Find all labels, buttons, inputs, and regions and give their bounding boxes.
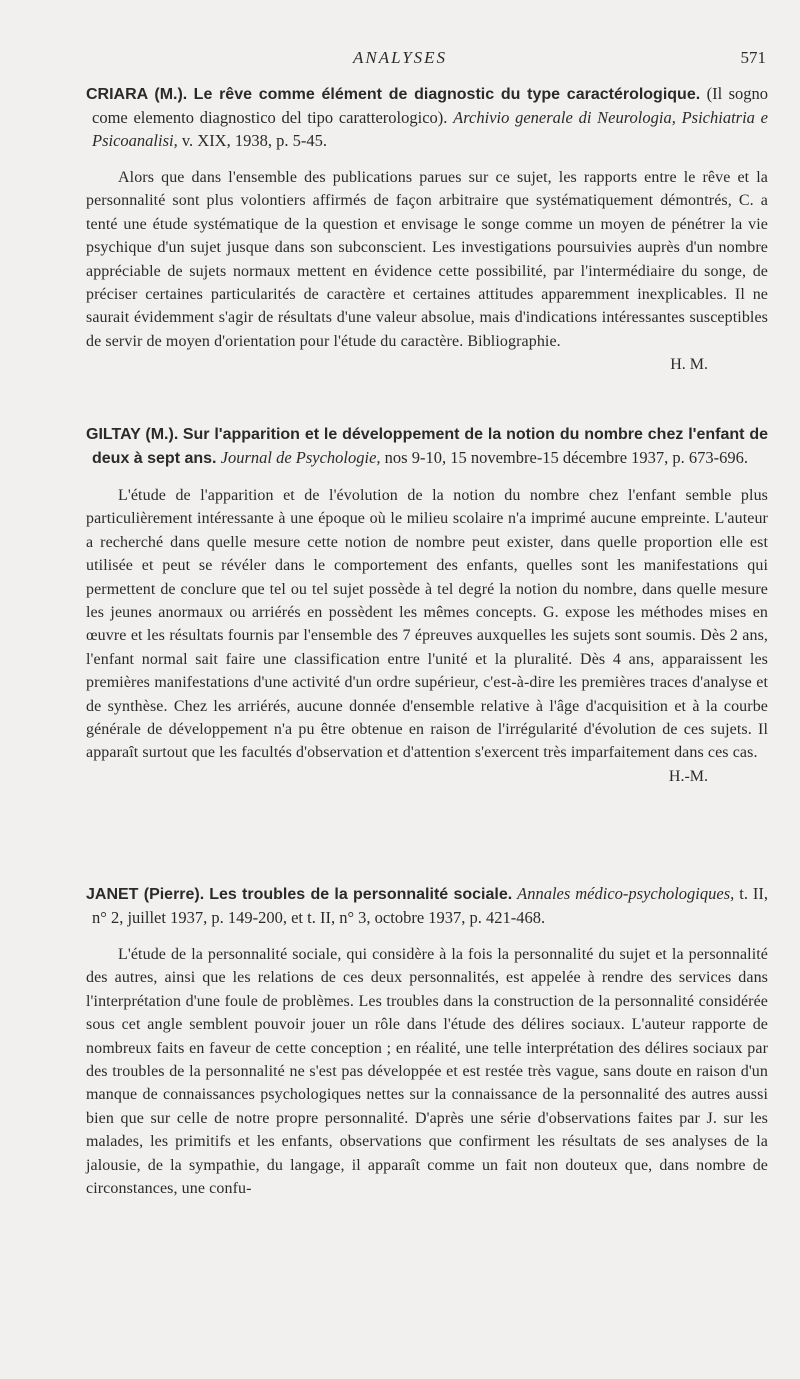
review-body: L'étude de l'apparition et de l'évolution de la notion du nombre chez l'enfant semble plus particulièrement intéressante à une époque où le milieu scolaire n'a imprimé aucune empreinte. L'auteur a recherché dans quelle mesure cette notion de nombre peut exister, dans quelle proportion elle est utilisée et peut se révéler dans le comportement des enfants, quelles sont les manifestations qui permettent de conclure que tel ou tel sujet possède à tel degré la notion du nombre, dans quelle mesure les jeunes anormaux ou arriérés en possèdent les mêmes concepts. G. expose les méthodes mises en œuvre et les résultats fournis par l'ensemble des 7 épreuves auxquelles les sujets sont soumis. Dès 2 ans, l'enfant normal sait faire une classification entre l'unité et la pluralité. Dès 4 ans, apparaissent les premières manifestations d'une activité d'un ordre supérieur, c'est-à-dire les premières traces d'analyse et de synthèse. Chez les arriérés, aucune donnée d'ensemble relative à l'âge d'acquisition et à la courbe générale de développement n'a pu être obtenue en raison de l'irrégularité d'évolution de ces sujets. Il apparaît surtout que les facultés d'observation et d'attention s'exercent très imparfaitement dans ces cas. — [86, 487, 768, 762]
review-signature-line — [86, 353, 768, 376]
review-author: GILTAY (M.). — [86, 426, 179, 443]
review-reference — [86, 422, 768, 470]
review-journal: Archivio generale di Neurologia, Psichiatria e Psicoanalisi, — [92, 108, 768, 150]
running-title: ANALYSES — [352, 48, 448, 67]
review-journal: Annales médico-psychologiques, — [517, 884, 735, 903]
review-body: Alors que dans l'ensemble des publications parues sur ce sujet, les rapports entre le rêve et la personnalité sont plus volontiers affirmés de façon arbitraire que systématiquement démontrés, C. a tenté une étude systématique de la question et envisage le songe comme un moyen de pénétrer la vie psychique d'un sujet jusque dans son subconscient. Les investigations poursuivies auprès d'un nombre appréciable de sujets normaux mettent en évidence cette possibilité, par l'intermédiaire du songe, de préciser certaines particularités de caractère et certaines attitudes apparemment inexplicables. Il ne saurait évidemment s'agir de résultats d'une valeur absolue, mais d'indications intéressantes susceptibles de servir de moyen d'orientation pour l'étude du caractère. Bibliographie. — [86, 169, 768, 350]
review-giltay — [86, 422, 768, 788]
review-source-details: nos 9-10, 15 novembre-15 décembre 1937, p. 673-696. — [384, 448, 749, 467]
review-author: CRIARA (M.). — [86, 86, 188, 103]
review-body: L'étude de la personnalité sociale, qui considère à la fois la personnalité du sujet et la personnalité des autres, ainsi que les relations de ces deux personnalités, est appelée à rendre des services dans l'interprétation d'une foule de problèmes. Les troubles dans la construction de la personnalité considérée sous cet angle semblent pouvoir jouer un rôle dans l'étude des délires sociaux. L'auteur rapporte de nombreux faits en faveur de cette conception ; en réalité, une telle interprétation des délires sociaux par des troubles de la personnalité ne s'est pas développée et est restée très vague, sans doute en raison d'un manque de connaissances psychologiques nettes sur la connaissance de la personnalité des autres aussi bien que sur celle de notre propre personnalité. D'après une série d'observations faites par J. sur les malades, les primitifs et les enfants, observations que confirment les résultats de ses analyses de la jalousie, de la sympathie, du langage, il apparaît comme un fait non douteux que, dans nombre de circonstances, une confu- — [86, 946, 768, 1198]
review-source-details: t. II, n° 2, juillet 1937, p. 149-200, et t. II, n° 3, octobre 1937, p. 421-468. — [92, 884, 769, 927]
review-author: JANET (Pierre). — [86, 886, 205, 903]
review-source: (Il sogno come elemento diagnostico del tipo caratterologico). — [92, 84, 769, 127]
review-signature: H.-M. — [668, 767, 708, 785]
review-criara — [86, 82, 768, 376]
review-source-details: v. XIX, 1938, p. 5-45. — [181, 131, 327, 150]
page-header — [0, 44, 800, 74]
review-title: Le rêve comme élément de diagnostic du type caractérologique. — [193, 86, 701, 103]
review-signature-line — [86, 765, 768, 788]
page-number: 571 — [740, 48, 766, 67]
review-reference — [86, 882, 768, 929]
review-signature: H. M. — [670, 356, 708, 374]
review-title: Les troubles de la personnalité sociale. — [209, 886, 513, 903]
review-janet — [86, 882, 768, 1200]
review-reference — [86, 82, 768, 152]
review-title: Sur l'apparition et le développement de la notion du nombre chez l'enfant de deux à sept ans. — [92, 426, 769, 467]
review-journal: Journal de Psychologie, — [220, 448, 381, 467]
